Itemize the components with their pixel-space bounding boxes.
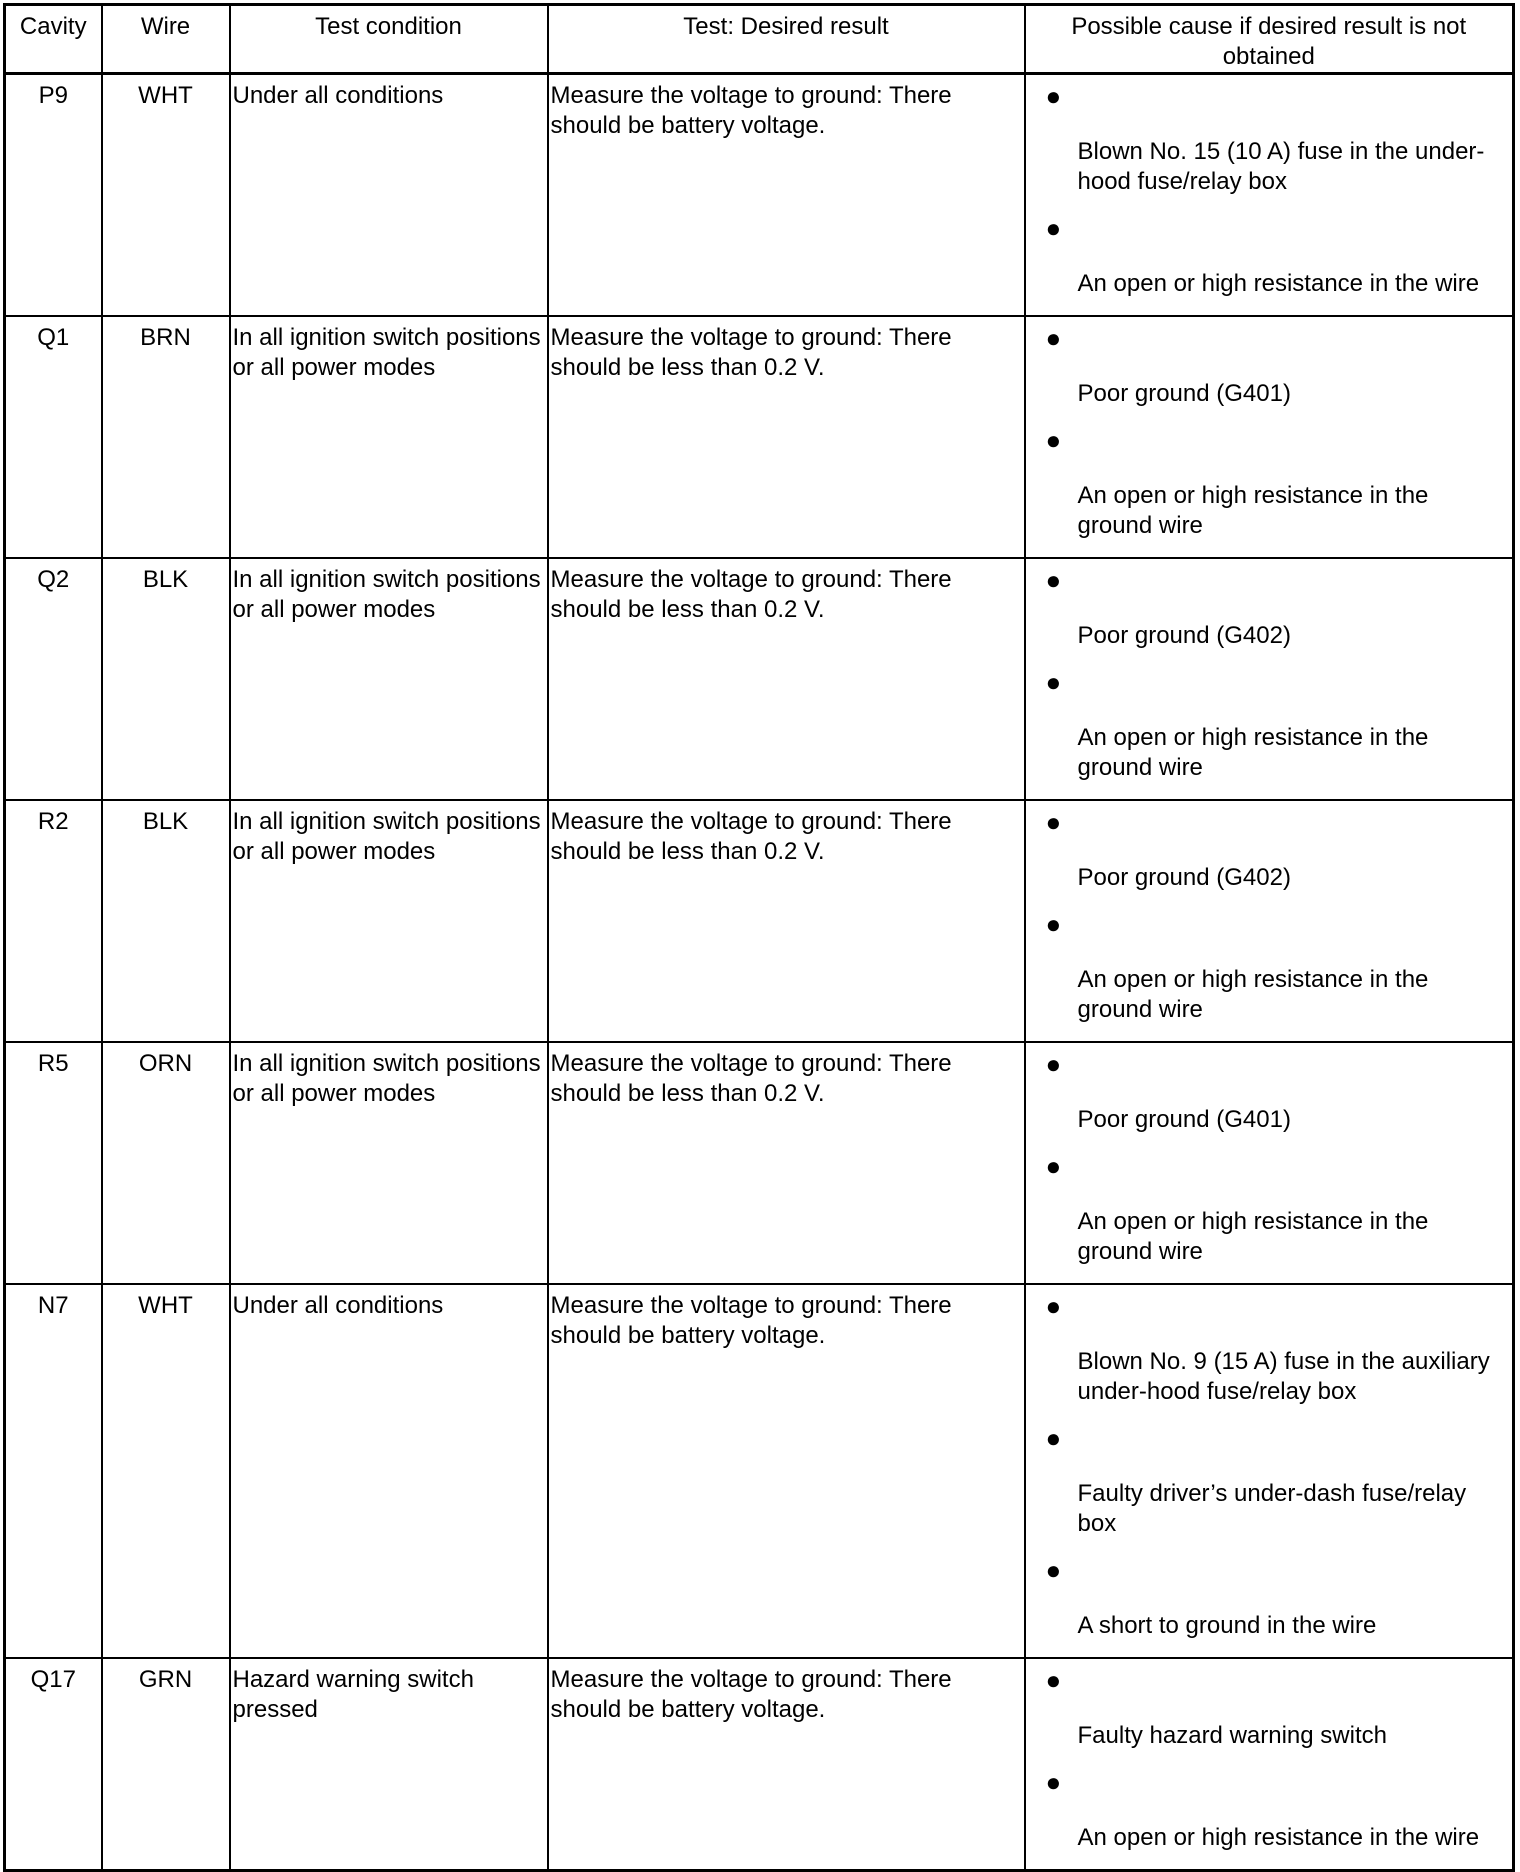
condition-cell: Under all conditions — [230, 1284, 548, 1658]
header-cavity: Cavity — [5, 5, 102, 74]
bullet-icon: ● — [1045, 1555, 1062, 1585]
bullet-icon: ● — [1045, 1767, 1062, 1797]
cause-cell — [1025, 316, 1514, 558]
result-cell: Measure the voltage to ground: There should be less than 0.2 V. — [548, 316, 1025, 558]
wire-cell: GRN — [102, 1658, 230, 1871]
cause-list — [1026, 1043, 1513, 1267]
condition-cell: In all ignition switch positions or all power modes — [230, 316, 548, 558]
condition-cell: In all ignition switch positions or all power modes — [230, 1042, 548, 1284]
bullet-icon: ● — [1045, 807, 1062, 837]
cavity-cell: P9 — [5, 74, 102, 317]
wire-cell: BLK — [102, 558, 230, 800]
result-cell: Measure the voltage to ground: There should be battery voltage. — [548, 1284, 1025, 1658]
bullet-icon: ● — [1045, 1423, 1062, 1453]
cause-item: Poor ground (G401) — [1077, 380, 1291, 407]
connector-test-table — [3, 3, 1515, 1872]
bullet-icon: ● — [1045, 1291, 1062, 1321]
cavity-cell: R5 — [5, 1042, 102, 1284]
cavity-cell: Q17 — [5, 1658, 102, 1871]
header-desired-result: Test: Desired result — [548, 5, 1025, 74]
cavity-cell: N7 — [5, 1284, 102, 1658]
cause-list — [1026, 1659, 1513, 1853]
bullet-icon: ● — [1045, 909, 1062, 939]
cavity-cell: R2 — [5, 800, 102, 1042]
header-row — [5, 5, 1514, 74]
cause-item: An open or high resistance in the wire — [1077, 1824, 1480, 1851]
cause-list — [1026, 317, 1513, 541]
cause-item: Poor ground (G401) — [1077, 1106, 1291, 1133]
bullet-icon: ● — [1045, 667, 1062, 697]
cause-item: An open or high resistance in the ground wire — [1077, 724, 1429, 781]
cause-item: Faulty driver’s under-dash fuse/relay box — [1077, 1480, 1467, 1537]
table-row — [5, 74, 1514, 317]
bullet-icon: ● — [1045, 1665, 1062, 1695]
cause-item: Blown No. 15 (10 A) fuse in the under-hood fuse/relay box — [1077, 138, 1485, 195]
table-row — [5, 800, 1514, 1042]
wire-cell: ORN — [102, 1042, 230, 1284]
cavity-cell: Q2 — [5, 558, 102, 800]
result-cell: Measure the voltage to ground: There should be less than 0.2 V. — [548, 1042, 1025, 1284]
wire-cell: BLK — [102, 800, 230, 1042]
cause-item: An open or high resistance in the wire — [1077, 270, 1480, 297]
cause-list — [1026, 75, 1513, 299]
table-row — [5, 558, 1514, 800]
header-wire: Wire — [102, 5, 230, 74]
cause-list — [1026, 559, 1513, 783]
bullet-icon: ● — [1045, 1049, 1062, 1079]
bullet-icon: ● — [1045, 425, 1062, 455]
header-test-condition: Test condition — [230, 5, 548, 74]
cause-list — [1026, 801, 1513, 1025]
cavity-cell: Q1 — [5, 316, 102, 558]
wire-cell: WHT — [102, 1284, 230, 1658]
table-row — [5, 316, 1514, 558]
cause-cell — [1025, 1042, 1514, 1284]
cause-item: Poor ground (G402) — [1077, 622, 1291, 649]
cause-cell — [1025, 1658, 1514, 1871]
table-row — [5, 1042, 1514, 1284]
result-cell: Measure the voltage to ground: There should be battery voltage. — [548, 74, 1025, 317]
bullet-icon: ● — [1045, 213, 1062, 243]
cause-item: Faulty hazard warning switch — [1077, 1722, 1387, 1749]
condition-cell: Hazard warning switch pressed — [230, 1658, 548, 1871]
bullet-icon: ● — [1045, 81, 1062, 111]
result-cell: Measure the voltage to ground: There should be less than 0.2 V. — [548, 558, 1025, 800]
condition-cell: In all ignition switch positions or all power modes — [230, 800, 548, 1042]
cause-item: An open or high resistance in the ground wire — [1077, 482, 1429, 539]
wire-cell: BRN — [102, 316, 230, 558]
table-row — [5, 1658, 1514, 1871]
cause-item: An open or high resistance in the ground wire — [1077, 966, 1429, 1023]
condition-cell: In all ignition switch positions or all power modes — [230, 558, 548, 800]
bullet-icon: ● — [1045, 565, 1062, 595]
result-cell: Measure the voltage to ground: There should be less than 0.2 V. — [548, 800, 1025, 1042]
cause-item: A short to ground in the wire — [1077, 1612, 1377, 1639]
header-possible-cause: Possible cause if desired result is not obtained — [1025, 5, 1514, 74]
wire-cell: WHT — [102, 74, 230, 317]
cause-cell — [1025, 800, 1514, 1042]
cause-list — [1026, 1285, 1513, 1641]
cause-item: An open or high resistance in the ground wire — [1077, 1208, 1429, 1265]
table-row — [5, 1284, 1514, 1658]
cause-item: Blown No. 9 (15 A) fuse in the auxiliary under-hood fuse/relay box — [1077, 1348, 1490, 1405]
cause-item: Poor ground (G402) — [1077, 864, 1291, 891]
cause-cell — [1025, 1284, 1514, 1658]
bullet-icon: ● — [1045, 323, 1062, 353]
condition-cell: Under all conditions — [230, 74, 548, 317]
result-cell: Measure the voltage to ground: There should be battery voltage. — [548, 1658, 1025, 1871]
cause-cell — [1025, 74, 1514, 317]
bullet-icon: ● — [1045, 1151, 1062, 1181]
cause-cell — [1025, 558, 1514, 800]
